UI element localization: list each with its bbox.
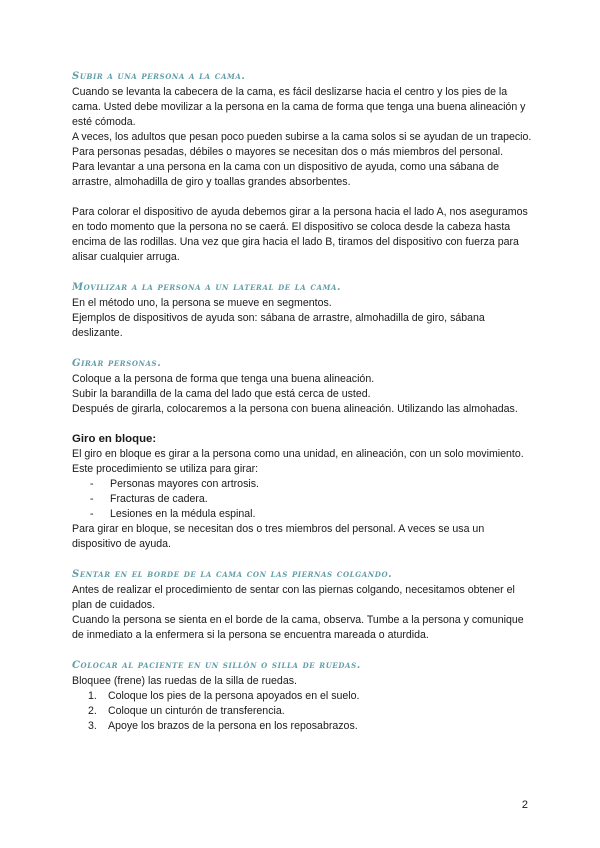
dash-list [72, 477, 532, 522]
paragraph: Para levantar a una persona en la cama con un dispositivo de ayuda, como una sábana de arrastre, almohadilla de giro y toallas grandes absorbentes. [72, 161, 499, 188]
list-number: 2. [88, 705, 97, 717]
paragraph: Antes de realizar el procedimiento de sentar con las piernas colgando, necesitamos obtener el plan de cuidados. [72, 584, 515, 611]
list-item-text: Apoye los brazos de la persona en los reposabrazos. [108, 720, 358, 732]
numbered-list [72, 689, 532, 734]
section-heading: Movilizar a la persona a un lateral de la cama. [72, 282, 342, 293]
paragraph: En el método uno, la persona se mueve en segmentos. [72, 297, 332, 309]
section-heading: Subir a una persona a la cama. [72, 71, 246, 82]
list-item: - Personas mayores con artrosis. [72, 477, 532, 492]
paragraph: El giro en bloque es girar a la persona como una unidad, en alineación, con un solo movimiento. Este procedimiento se utiliza para girar: [72, 448, 524, 475]
list-number: 1. [88, 690, 97, 702]
section-colocar-silla [72, 659, 532, 734]
paragraph: Para girar en bloque, se necesitan dos o tres miembros del personal. A veces se usa un dispositivo de ayuda. [72, 523, 485, 550]
document-page [72, 70, 532, 750]
section-heading: Sentar en el borde de la cama con las piernas colgando. [72, 569, 393, 580]
paragraph: Cuando la persona se sienta en el borde de la cama, observa. Tumbe a la persona y comunique de inmediato a la enfermera si la persona se encuentra mareada o aturdida. [72, 614, 524, 641]
list-item-text: Coloque los pies de la persona apoyados en el suelo. [108, 690, 360, 702]
section-heading: Colocar al paciente en un sillón o silla de ruedas. [72, 660, 361, 671]
section-sentar-borde [72, 568, 532, 643]
paragraph: Para colorar el dispositivo de ayuda debemos girar a la persona hacia el lado A, nos aseguramos en todo momento que la persona no se caerá. El dispositivo se coloca desde la cabeza hasta encima de las rodillas. Una vez que gira hacia el lado B, tiramos del dispositivo con fuerza para alisar cualquier arruga. [72, 206, 528, 263]
section-heading: Girar personas. [72, 358, 162, 369]
list-item [72, 704, 532, 719]
subsection-title: Giro en bloque: [72, 433, 157, 445]
list-item: - Lesiones en la médula espinal. [72, 507, 532, 522]
list-item [72, 689, 532, 704]
page-number: 2 [521, 799, 528, 811]
section-girar-personas [72, 357, 532, 552]
list-item [72, 719, 532, 734]
paragraph: A veces, los adultos que pesan poco pueden subirse a la cama solos si se ayudan de un trapecio. Para personas pesadas, débiles o mayores se necesitan dos o más miembros del personal. [72, 131, 532, 158]
paragraph: Coloque a la persona de forma que tenga una buena alineación. [72, 373, 375, 385]
list-item: - Fracturas de cadera. [72, 492, 532, 507]
list-number: 3. [88, 720, 97, 732]
paragraph: Subir la barandilla de la cama del lado que está cerca de usted. [72, 388, 371, 400]
spacer [72, 417, 532, 432]
section-subir-persona [72, 70, 532, 265]
paragraph: Después de girarla, colocaremos a la persona con buena alineación. Utilizando las almohadas. [72, 403, 518, 415]
paragraph: Bloquee (frene) las ruedas de la silla de ruedas. [72, 675, 297, 687]
paragraph: Cuando se levanta la cabecera de la cama, es fácil deslizarse hacia el centro y los pies de la cama. Usted debe movilizar a la persona en la cama de forma que tenga una buena alineación y esté cómoda. [72, 86, 526, 128]
paragraph: Ejemplos de dispositivos de ayuda son: sábana de arrastre, almohadilla de giro, sábana deslizante. [72, 312, 485, 339]
section-movilizar-lateral [72, 281, 532, 341]
spacer [72, 190, 532, 205]
list-item-text: Coloque un cinturón de transferencia. [108, 705, 285, 717]
